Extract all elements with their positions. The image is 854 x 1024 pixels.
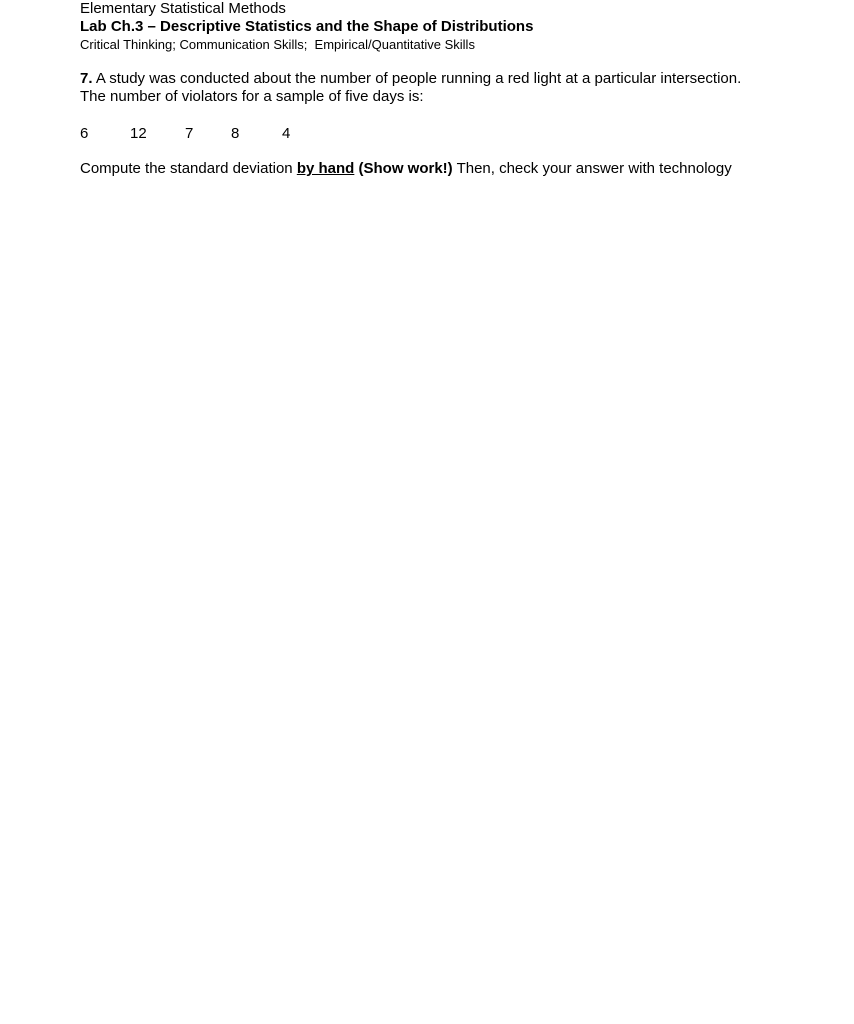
data-value: 6	[80, 125, 89, 142]
skills-line: Critical Thinking; Communication Skills; Empirical/Quantitative Skills	[80, 37, 475, 52]
question-line-1	[80, 70, 820, 88]
data-value: 12	[130, 125, 147, 142]
by-hand-emphasis: by hand	[296, 160, 355, 177]
instruction-prefix: Compute the standard deviation	[80, 160, 297, 177]
question-7	[80, 70, 820, 106]
data-value: 4	[282, 125, 291, 142]
instruction-line	[80, 159, 840, 179]
data-values-row	[80, 124, 380, 144]
question-text-line-1: A study was conducted about the number of people running a red light at a particular intersection.	[92, 70, 742, 87]
show-work-emphasis: (Show work!)	[358, 160, 453, 177]
data-value: 8	[231, 125, 240, 142]
document-header	[80, 0, 820, 53]
lab-title: Lab Ch.3 – Descriptive Statistics and the Shape of Distributions	[80, 18, 534, 35]
question-number: 7.	[80, 70, 93, 87]
instruction-suffix: Then, check your answer with technology	[452, 160, 732, 177]
data-value: 7	[185, 125, 194, 142]
course-name: Elementary Statistical Methods	[80, 0, 286, 17]
question-text-line-2: The number of violators for a sample of five days is:	[80, 88, 424, 105]
